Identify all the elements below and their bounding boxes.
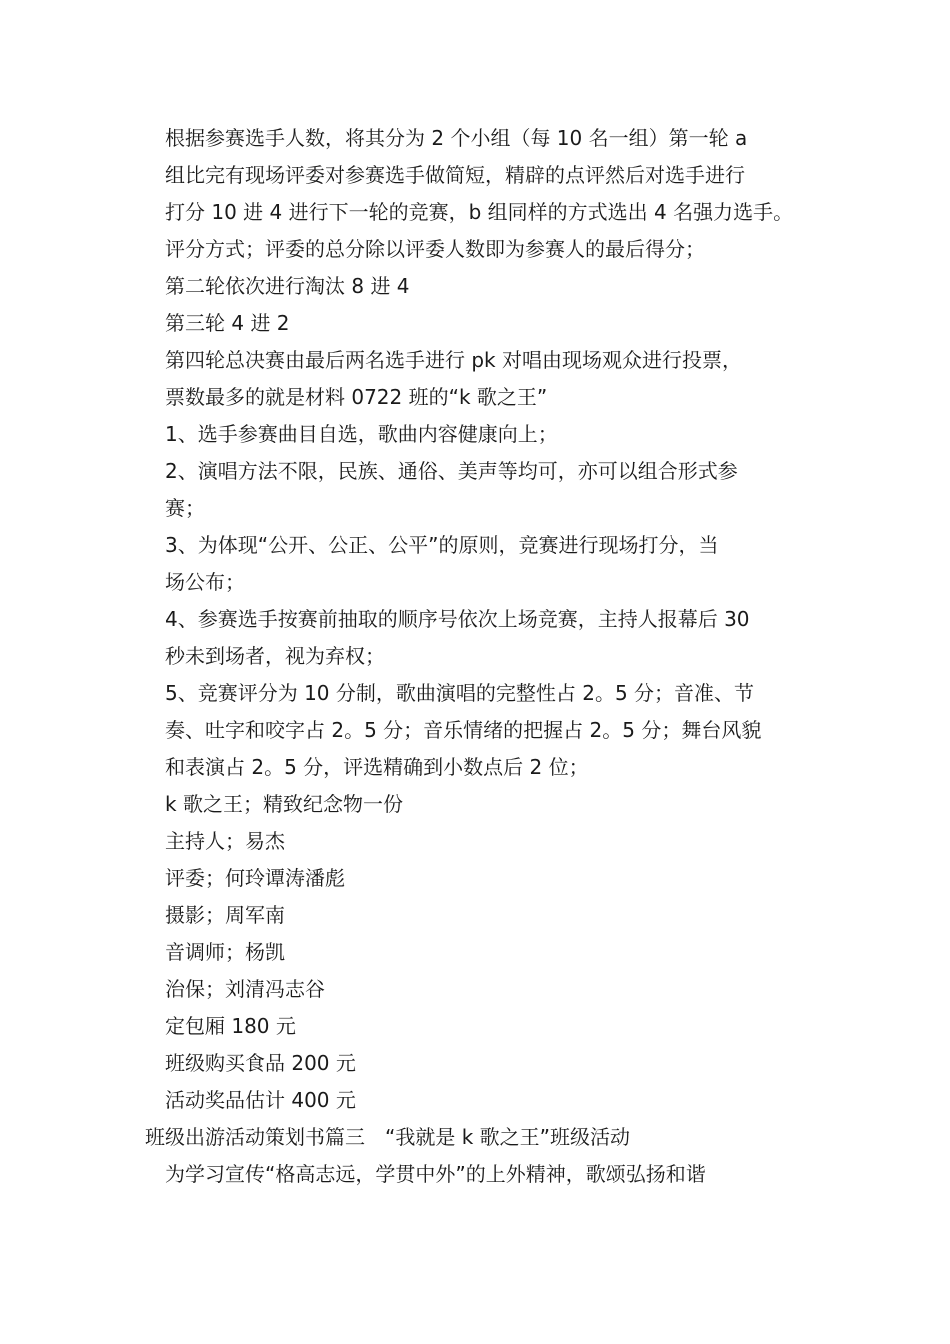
text-line: 第四轮总决赛由最后两名选手进行 pk 对唱由现场观众进行投票， bbox=[165, 348, 742, 372]
text-line: 主持人；易杰 bbox=[165, 829, 285, 853]
body-paragraph bbox=[145, 675, 815, 786]
text-line: 奏、吐字和咬字占 2。5 分；音乐情绪的把握占 2。5 分；舞台风貌 bbox=[165, 718, 762, 742]
body-paragraph bbox=[145, 934, 815, 971]
text-line: 组比完有现场评委对参赛选手做简短，精辟的点评然后对选手进行 bbox=[165, 163, 745, 187]
body-paragraph bbox=[145, 1045, 815, 1082]
text-line: 票数最多的就是材料 0722 班的“k 歌之王” bbox=[165, 385, 548, 409]
text-line: 和表演占 2。5 分，评选精确到小数点后 2 位； bbox=[165, 755, 589, 779]
text-line: 音调师；杨凯 bbox=[165, 940, 285, 964]
body-paragraph bbox=[145, 120, 815, 268]
text-line: 2、演唱方法不限，民族、通俗、美声等均可，亦可以组合形式参 bbox=[165, 459, 738, 483]
body-paragraph bbox=[145, 1008, 815, 1045]
body-paragraph bbox=[145, 342, 815, 416]
text-line: 4、参赛选手按赛前抽取的顺序号依次上场竞赛，主持人报幕后 30 bbox=[165, 607, 750, 631]
text-line: 赛； bbox=[165, 496, 205, 520]
body-paragraph bbox=[145, 305, 815, 342]
body-paragraph bbox=[145, 971, 815, 1008]
body-paragraph bbox=[145, 897, 815, 934]
body-paragraph bbox=[145, 823, 815, 860]
text-line: k 歌之王；精致纪念物一份 bbox=[165, 792, 403, 816]
text-line: 3、为体现“公开、公正、公平”的原则，竞赛进行现场打分，当 bbox=[165, 533, 719, 557]
body-paragraph bbox=[145, 453, 815, 527]
text-line: 摄影；周军南 bbox=[165, 903, 285, 927]
text-line: 评分方式；评委的总分除以评委人数即为参赛人的最后得分； bbox=[165, 237, 705, 261]
text-line: 1、选手参赛曲目自选，歌曲内容健康向上； bbox=[165, 422, 558, 446]
body-paragraph bbox=[145, 1082, 815, 1119]
body-paragraph bbox=[145, 860, 815, 897]
text-line: 第二轮依次进行淘汰 8 进 4 bbox=[165, 274, 410, 298]
text-line: 活动奖品估计 400 元 bbox=[165, 1088, 356, 1112]
text-line: 为学习宣传“格高志远，学贯中外”的上外精神，歌颂弘扬和谐 bbox=[165, 1162, 706, 1186]
text-line: 定包厢 180 元 bbox=[165, 1014, 296, 1038]
body-paragraph bbox=[145, 1156, 815, 1193]
body-paragraph bbox=[145, 416, 815, 453]
body-paragraph bbox=[145, 268, 815, 305]
document-body bbox=[145, 120, 815, 1193]
text-line: 班级购买食品 200 元 bbox=[165, 1051, 356, 1075]
text-line: 5、竞赛评分为 10 分制，歌曲演唱的完整性占 2。5 分；音准、节 bbox=[165, 681, 755, 705]
text-line: 第三轮 4 进 2 bbox=[165, 311, 290, 335]
text-line: 秒未到场者，视为弃权； bbox=[165, 644, 385, 668]
section-heading bbox=[145, 1119, 815, 1156]
body-paragraph bbox=[145, 601, 815, 675]
text-line: 打分 10 进 4 进行下一轮的竞赛，b 组同样的方式选出 4 名强力选手。 bbox=[165, 200, 794, 224]
text-line: 根据参赛选手人数，将其分为 2 个小组（每 10 名一组）第一轮 a bbox=[165, 126, 748, 150]
body-paragraph bbox=[145, 527, 815, 601]
text-line: 评委；何玲谭涛潘彪 bbox=[165, 866, 345, 890]
text-line: 班级出游活动策划书篇三 “我就是 k 歌之王”班级活动 bbox=[145, 1125, 631, 1149]
text-line: 场公布； bbox=[165, 570, 245, 594]
text-line: 治保；刘清冯志谷 bbox=[165, 977, 325, 1001]
body-paragraph bbox=[145, 786, 815, 823]
